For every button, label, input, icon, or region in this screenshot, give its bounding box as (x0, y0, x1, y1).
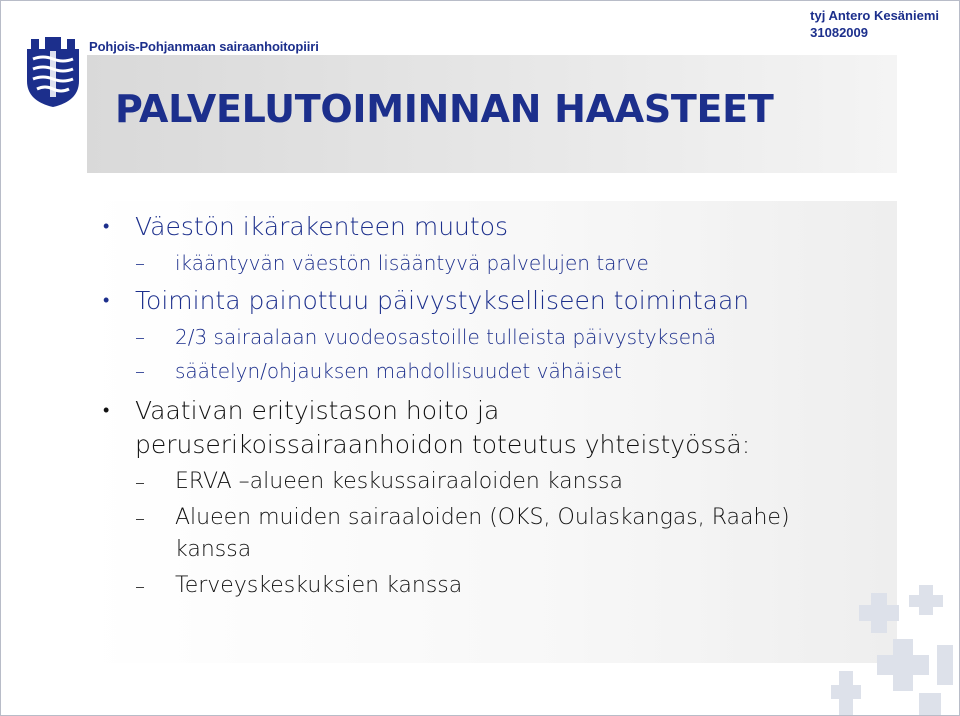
dash-icon: – (135, 325, 145, 349)
date-code: 31082009 (810, 25, 868, 40)
dash-icon: – (135, 359, 145, 383)
author-block (810, 7, 939, 41)
slide-title: PALVELUTOIMINNAN HAASTEET (115, 87, 774, 131)
sub-bullet-item (97, 322, 887, 352)
sub-bullet-item (97, 248, 887, 278)
bullet-text-line1: Vaativan erityistason hoito ja (135, 396, 500, 425)
bullet-text: Toiminta painottuu päivystykselliseen toimintaan (135, 286, 750, 315)
bullet-item (97, 284, 887, 318)
sub-bullet-text: 2/3 sairaalaan vuodeosastoille tulleista päivystyksenä (175, 325, 716, 349)
title-band (87, 55, 897, 173)
decorative-crosses-icon (809, 585, 959, 715)
author-name: tyj Antero Kesäniemi (810, 8, 939, 23)
bullet-dot-icon: • (103, 290, 110, 311)
dash-icon: – (135, 574, 145, 598)
organization-name: Pohjois-Pohjanmaan sairaanhoitopiiri (89, 39, 319, 54)
bullet-text: Väestön ikärakenteen muutos (135, 212, 509, 241)
sub-bullet-item (97, 570, 887, 602)
sub-bullet-item (97, 466, 887, 498)
dash-icon: – (135, 470, 145, 494)
sub-bullet-text: ERVA –alueen keskussairaaloiden kanssa (175, 469, 624, 494)
sub-bullet-item (97, 356, 887, 386)
bullet-item (97, 210, 887, 244)
bullet-list (97, 206, 887, 602)
bullet-dot-icon: • (103, 400, 110, 421)
coat-of-arms-icon (23, 37, 83, 109)
sub-bullet-text: Alueen muiden sairaaloiden (OKS, Oulaskangas, Raahe) (175, 505, 790, 530)
dash-icon: – (135, 506, 145, 530)
bullet-item (97, 394, 887, 462)
bullet-text-line2: peruserikoissairaanhoidon toteutus yhteistyössä: (135, 430, 751, 459)
sub-bullet-item (97, 502, 887, 566)
sub-bullet-text-cont: kanssa (175, 537, 252, 562)
dash-icon: – (135, 251, 145, 275)
bullet-dot-icon: • (103, 216, 110, 237)
sub-bullet-text: ikääntyvän väestön lisääntyvä palvelujen tarve (175, 251, 649, 275)
sub-bullet-text: säätelyn/ohjauksen mahdollisuudet vähäiset (175, 359, 622, 383)
sub-bullet-text: Terveyskeskuksien kanssa (175, 573, 463, 598)
